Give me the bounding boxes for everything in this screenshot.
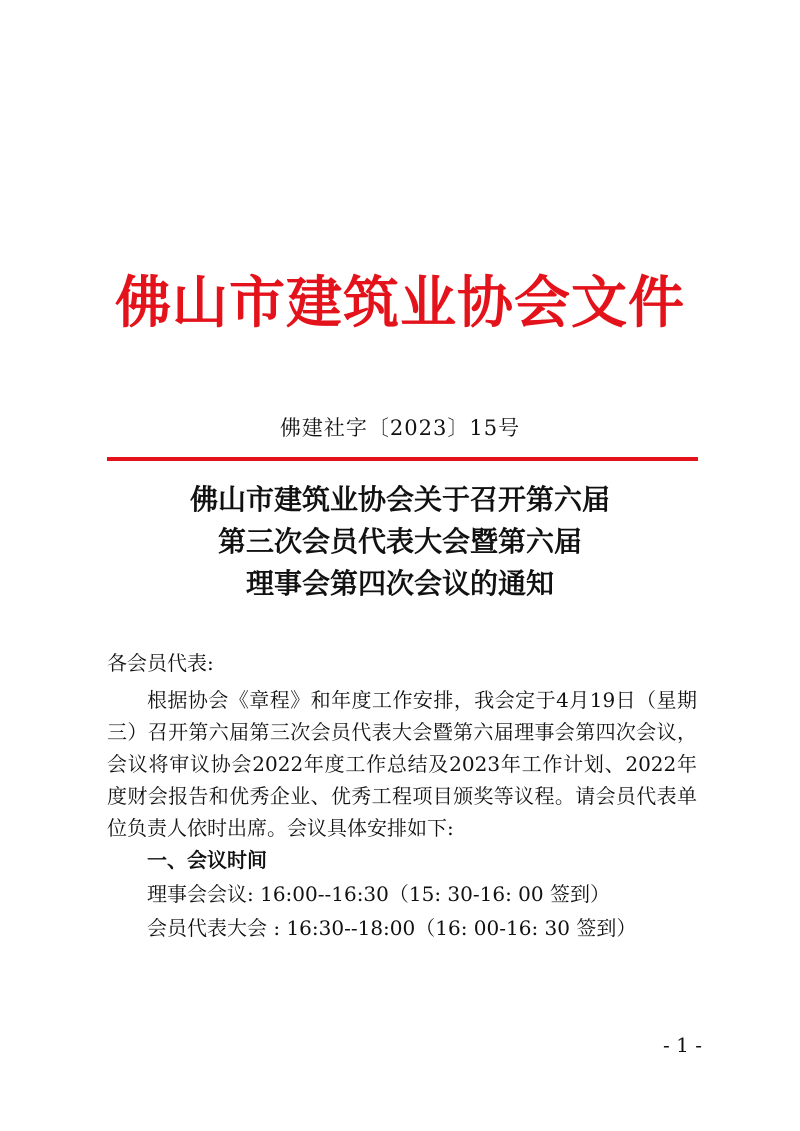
salutation: 各会员代表:	[107, 651, 214, 675]
document-number: 佛建社字〔2023〕15号	[279, 416, 521, 440]
intro-paragraph: 根据协会《章程》和年度工作安排，我会定于4月19日（星期三）召开第六届第三次会员代表大会暨第六届理事会第四次会议，会议将审议协会2022年度工作总结及2023年工作计划、2022年度财会报告和优秀企业、优秀工程项目颁奖等议程。请会员代表单位负责人依时出席。会议具体安排如下:	[107, 688, 697, 840]
schedule-member-assembly: 会员代表大会 : 16:30--18:00（16: 00-16: 30 签到）	[147, 916, 637, 940]
section-heading-meeting-time: 一、会议时间	[147, 848, 267, 872]
notice-heading-line-1: 佛山市建筑业协会关于召开第六届	[189, 483, 610, 516]
page-number: - 1 -	[663, 1033, 702, 1057]
notice-heading-line-3: 理事会第四次会议的通知	[245, 567, 554, 600]
notice-heading-line-2: 第三次会员代表大会暨第六届	[217, 525, 582, 558]
notice-body	[107, 647, 697, 944]
schedule-council-meeting: 理事会会议: 16:00--16:30（15: 30-16: 00 签到）	[147, 882, 610, 906]
notice-heading	[0, 479, 800, 605]
org-document-title: 佛山市建筑业协会文件	[115, 271, 685, 336]
red-divider-rule	[107, 457, 698, 461]
